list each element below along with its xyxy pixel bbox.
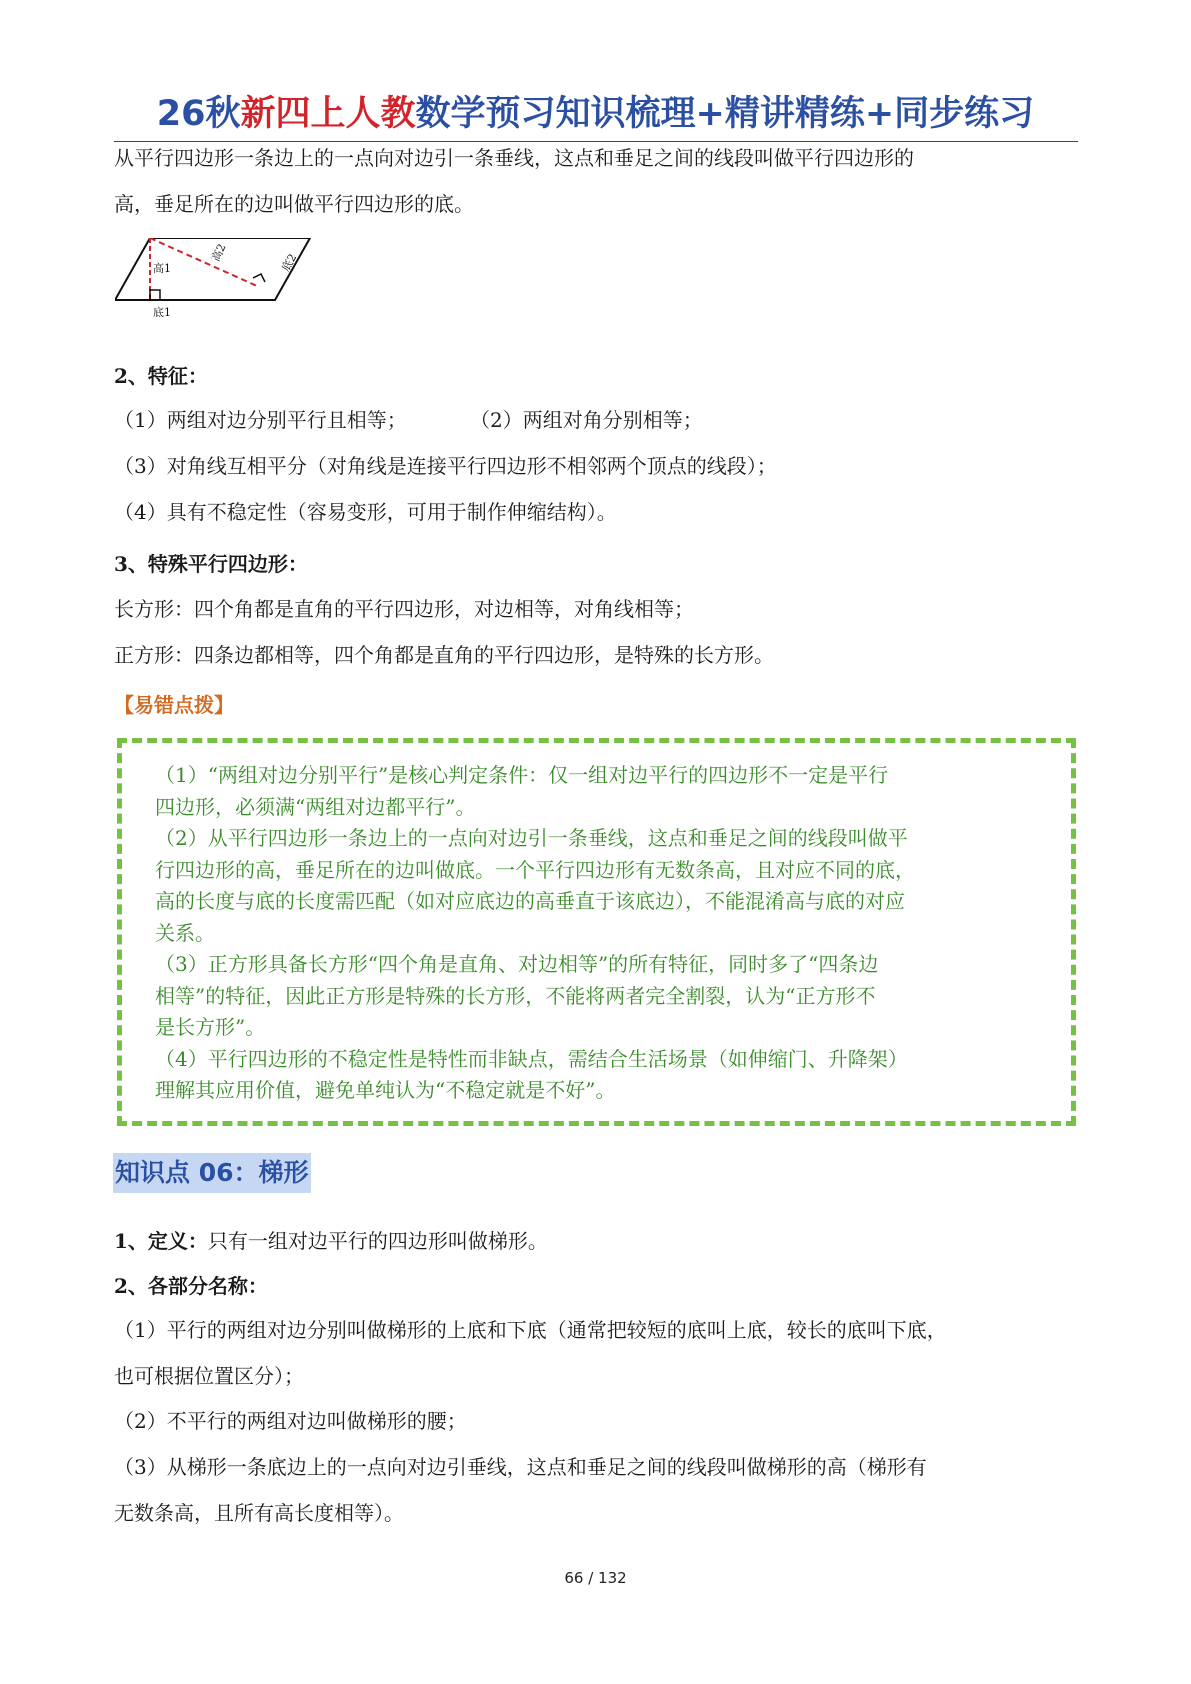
trapezoid-part-3-line-1: （3）从梯形一条底边上的一点向对边引垂线，这点和垂足之间的线段叫做梯形的高（梯形有	[114, 1455, 927, 1479]
feature-item-1: （1）两组对边分别平行且相等；	[114, 408, 407, 432]
label-height-2: 高2	[209, 241, 229, 264]
feature-item-4: （4）具有不稳定性（容易变形，可用于制作伸缩结构）。	[114, 500, 617, 524]
warning-line: 关系。	[155, 920, 215, 945]
features-heading: 2、特征：	[114, 364, 208, 388]
definition-label: 1、定义：	[114, 1229, 208, 1253]
warning-title: 【易错点拨】	[114, 693, 234, 717]
header-part-1: 26秋	[156, 94, 241, 134]
label-base-2: 底2	[279, 251, 300, 274]
label-base-1: 底1	[153, 306, 171, 319]
right-angle-mark-1	[150, 290, 160, 300]
warning-line: （1）“两组对边分别平行”是核心判定条件：仅一组对边平行的四边形不一定是平行	[155, 763, 889, 787]
right-angle-mark-2	[253, 274, 265, 282]
special-heading: 3、特殊平行四边形：	[114, 552, 308, 576]
warning-line: 相等”的特征，因此正方形是特殊的长方形，不能将两者完全割裂，认为“正方形不	[155, 983, 876, 1008]
trapezoid-definition	[114, 1226, 548, 1256]
warning-line: 高的长度与底的长度需匹配（如对应底边的高垂直于该底边），不能混淆高与底的对应	[155, 889, 905, 913]
trapezoid-part-3-line-2: 无数条高，且所有高长度相等）。	[114, 1501, 404, 1525]
knowledge-point-heading: 知识点 06：梯形	[113, 1153, 311, 1193]
warning-line: 理解其应用价值，避免单纯认为“不稳定就是不好”。	[155, 1078, 616, 1102]
warning-line: 四边形，必须满“两组对边都平行”。	[155, 794, 476, 819]
feature-item-3: （3）对角线互相平分（对角线是连接平行四边形不相邻两个顶点的线段）；	[114, 454, 777, 478]
intro-line-2: 高，垂足所在的边叫做平行四边形的底。	[114, 192, 474, 216]
trapezoid-part-1-line-1: （1）平行的两组对边分别叫做梯形的上底和下底（通常把较短的底叫上底，较长的底叫下底，	[114, 1318, 947, 1342]
trapezoid-part-2: （2）不平行的两组对边叫做梯形的腰；	[114, 1409, 467, 1433]
warning-line: （3）正方形具备长方形“四个角是直角、对边相等”的所有特征，同时多了“四条边	[155, 952, 879, 976]
warning-text	[155, 760, 1055, 1107]
warning-line: 行四边形的高，垂足所在的边叫做底。一个平行四边形有无数条高，且对应不同的底，	[155, 857, 915, 882]
special-rectangle: 长方形：四个角都是直角的平行四边形，对边相等，对角线相等；	[114, 597, 694, 621]
trapezoid-parts-heading: 2、各部分名称：	[114, 1274, 268, 1298]
header-part-3: 数学预习知识梳理+精讲精练+同步练习	[415, 94, 1035, 134]
parallelogram-figure	[115, 238, 315, 340]
page-number: 66 / 132	[564, 1569, 627, 1587]
label-height-1: 高1	[153, 262, 171, 275]
header-part-2: 新四上人教	[240, 94, 416, 134]
warning-line: （2）从平行四边形一条边上的一点向对边引一条垂线，这点和垂足之间的线段叫做平	[155, 826, 908, 850]
warning-line: （4）平行四边形的不稳定性是特性而非缺点，需结合生活场景（如伸缩门、升降架）	[155, 1046, 908, 1071]
page-header-title	[0, 92, 1191, 136]
feature-item-2: （2）两组对角分别相等；	[470, 408, 703, 432]
intro-line-1: 从平行四边形一条边上的一点向对边引一条垂线，这点和垂足之间的线段叫做平行四边形的	[114, 146, 914, 170]
trapezoid-part-1-line-2: 也可根据位置区分）；	[114, 1364, 304, 1388]
warning-line: 是长方形”。	[155, 1015, 266, 1039]
warning-box	[117, 738, 1076, 1126]
definition-text: 只有一组对边平行的四边形叫做梯形。	[207, 1229, 548, 1253]
special-square: 正方形：四条边都相等，四个角都是直角的平行四边形，是特殊的长方形。	[114, 643, 774, 667]
